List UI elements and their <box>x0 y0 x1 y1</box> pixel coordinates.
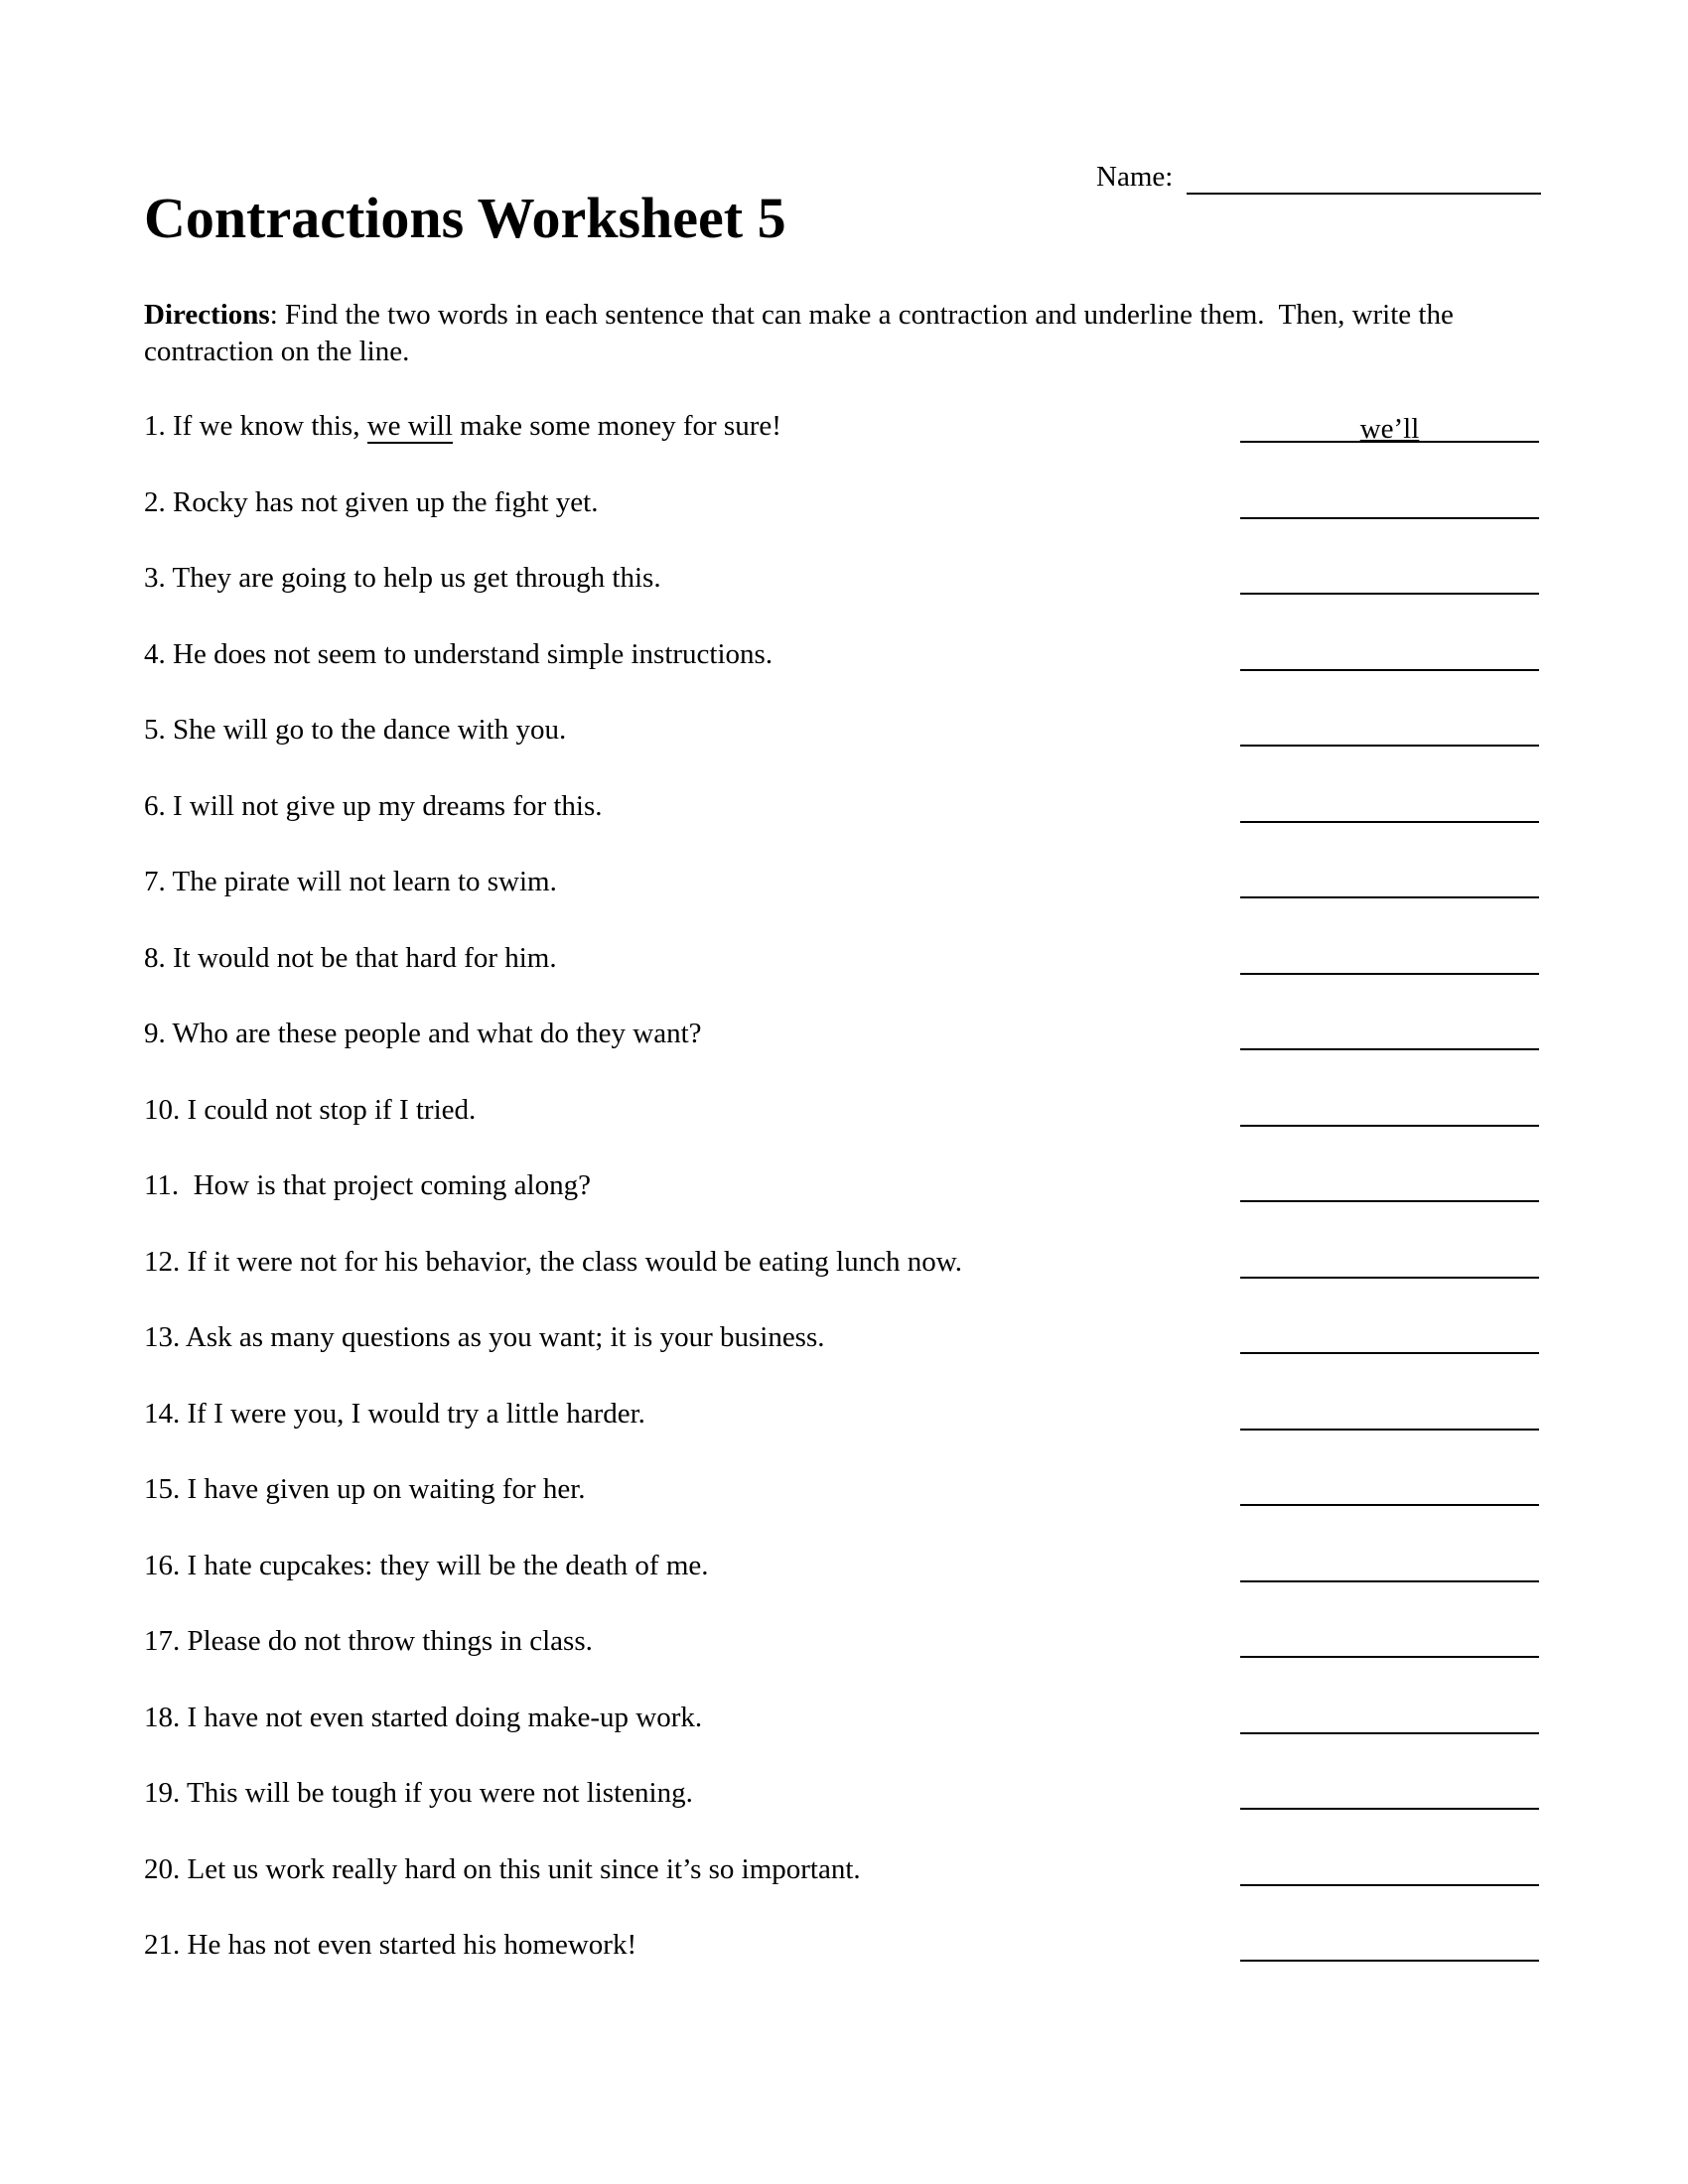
item-sentence <box>144 864 557 899</box>
item-sentence <box>144 1092 476 1128</box>
item-number: 9. <box>144 1018 166 1049</box>
item-row <box>0 1016 1688 1051</box>
underlined-words: we will <box>366 410 453 442</box>
sentence-pre: They are going to help us get through this. <box>165 562 661 594</box>
item-sentence <box>144 1319 825 1355</box>
item-row <box>0 1927 1688 1963</box>
item-row <box>0 484 1688 520</box>
item-number: 12. <box>144 1245 181 1278</box>
item-sentence <box>144 940 557 976</box>
item-sentence <box>144 1471 586 1507</box>
item-number: 4. <box>144 637 166 670</box>
answer-line <box>1240 1167 1539 1202</box>
answer-line <box>1240 1548 1539 1582</box>
item-number: 21. <box>144 1929 181 1961</box>
item-number: 5. <box>144 714 166 746</box>
item-row <box>0 1700 1688 1735</box>
item-row <box>0 408 1688 444</box>
item-row <box>0 1396 1688 1432</box>
item-number: 13. <box>144 1321 181 1353</box>
sentence-pre: How is that project coming along? <box>179 1169 591 1201</box>
sentence-pre: If I were you, I would try a little harder. <box>180 1397 645 1430</box>
item-number: 15. <box>144 1473 181 1505</box>
answer-line <box>1240 636 1539 671</box>
item-sentence <box>144 1244 962 1280</box>
answer-text: we’ll <box>1359 413 1420 445</box>
item-number: 7. <box>144 866 166 897</box>
sentence-pre: I have given up on waiting for her. <box>180 1473 586 1505</box>
directions-label: Directions <box>144 299 270 331</box>
worksheet-title: Contractions Worksheet 5 <box>144 186 786 250</box>
items-list <box>0 408 1688 2003</box>
name-blank-line <box>1187 159 1541 195</box>
item-sentence <box>144 1167 591 1203</box>
item-row <box>0 636 1688 672</box>
answer-line <box>1240 1700 1539 1734</box>
directions <box>144 297 1574 370</box>
answer-line <box>1240 788 1539 823</box>
item-sentence <box>144 1927 636 1963</box>
sentence-pre: If we know this, <box>165 410 367 442</box>
item-sentence <box>144 484 599 520</box>
item-number: 14. <box>144 1397 181 1430</box>
sentence-pre: Let us work really hard on this unit since it’s so important. <box>180 1852 861 1885</box>
item-number: 6. <box>144 789 166 822</box>
item-row <box>0 1623 1688 1659</box>
item-sentence <box>144 1396 645 1432</box>
sentence-pre: She will go to the dance with you. <box>165 714 567 746</box>
sentence-pre: I hate cupcakes: they will be the death of me. <box>180 1549 709 1581</box>
item-sentence <box>144 408 781 444</box>
item-row <box>0 712 1688 748</box>
answer-line <box>1240 1851 1539 1886</box>
answer-line <box>1240 484 1539 519</box>
sentence-pre: It would not be that hard for him. <box>165 941 557 974</box>
item-row <box>0 1548 1688 1583</box>
answer-line <box>1240 1775 1539 1810</box>
answer-line <box>1240 1396 1539 1431</box>
item-row <box>0 1092 1688 1128</box>
item-sentence <box>144 712 566 748</box>
name-field <box>1096 159 1541 195</box>
item-number: 8. <box>144 941 166 974</box>
answer-line <box>1240 1092 1539 1127</box>
item-row <box>0 940 1688 976</box>
answer-line <box>1240 1244 1539 1279</box>
sentence-pre: Please do not throw things in class. <box>180 1625 593 1657</box>
item-sentence <box>144 1775 693 1811</box>
item-row <box>0 560 1688 596</box>
item-row <box>0 1167 1688 1203</box>
item-sentence <box>144 636 773 672</box>
item-row <box>0 788 1688 824</box>
sentence-pre: Ask as many questions as you want; it is your business. <box>180 1321 825 1353</box>
directions-text: : Find the two words in each sentence that can make a contraction and underline them. Then, write the contraction on the line. <box>144 299 1462 367</box>
item-sentence <box>144 1700 702 1735</box>
item-row <box>0 1775 1688 1811</box>
item-number: 10. <box>144 1093 181 1126</box>
item-sentence <box>144 1548 709 1583</box>
item-number: 11. <box>144 1169 180 1201</box>
sentence-pre: Rocky has not given up the fight yet. <box>165 485 599 518</box>
item-number: 2. <box>144 485 166 518</box>
item-sentence <box>144 1016 702 1051</box>
item-row <box>0 1319 1688 1355</box>
sentence-pre: If it were not for his behavior, the class would be eating lunch now. <box>180 1245 963 1278</box>
answer-line <box>1240 408 1539 443</box>
item-row <box>0 1851 1688 1887</box>
sentence-pre: Who are these people and what do they want? <box>165 1018 702 1049</box>
item-row <box>0 864 1688 899</box>
answer-line <box>1240 560 1539 595</box>
item-number: 18. <box>144 1701 181 1733</box>
name-label: Name: <box>1096 161 1174 193</box>
item-number: 3. <box>144 562 166 594</box>
item-number: 17. <box>144 1625 181 1657</box>
answer-line <box>1240 1927 1539 1962</box>
item-row <box>0 1471 1688 1507</box>
answer-line <box>1240 1016 1539 1050</box>
sentence-pre: I have not even started doing make-up work. <box>180 1701 703 1733</box>
item-number: 1. <box>144 410 166 442</box>
item-row <box>0 1244 1688 1280</box>
sentence-pre: He does not seem to understand simple instructions. <box>165 637 774 670</box>
sentence-pre: I could not stop if I tried. <box>180 1093 477 1126</box>
answer-line <box>1240 864 1539 898</box>
answer-line <box>1240 1319 1539 1354</box>
answer-line <box>1240 1623 1539 1658</box>
item-sentence <box>144 1623 593 1659</box>
item-number: 16. <box>144 1549 181 1581</box>
item-number: 19. <box>144 1777 181 1809</box>
sentence-pre: This will be tough if you were not listening. <box>180 1777 693 1809</box>
answer-line <box>1240 712 1539 747</box>
item-sentence <box>144 560 661 596</box>
item-sentence <box>144 788 603 824</box>
answer-line <box>1240 1471 1539 1506</box>
sentence-pre: He has not even started his homework! <box>180 1929 637 1961</box>
item-sentence <box>144 1851 861 1887</box>
sentence-post: make some money for sure! <box>452 410 781 442</box>
sentence-pre: I will not give up my dreams for this. <box>165 789 603 822</box>
item-number: 20. <box>144 1852 181 1885</box>
sentence-pre: The pirate will not learn to swim. <box>165 866 557 897</box>
answer-line <box>1240 940 1539 975</box>
